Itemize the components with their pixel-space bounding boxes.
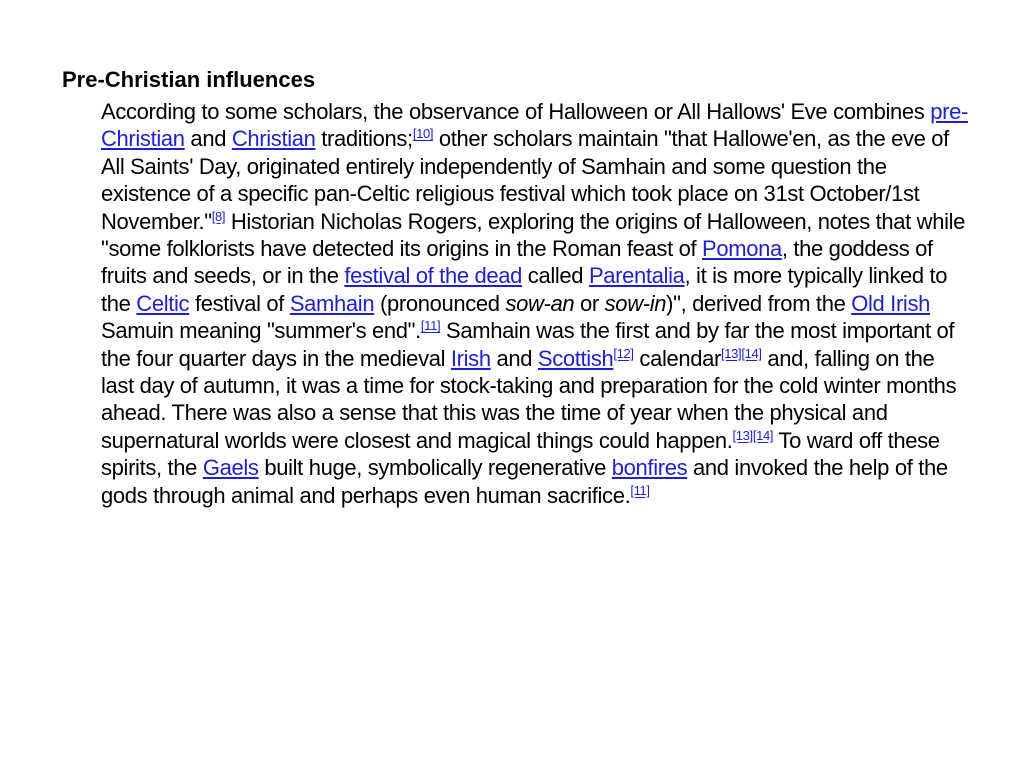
text-run: and, falling on the last day of autumn, it was a time for stock-taking and preparation for the cold winter months ahead. There was also a sense that this was the time of year when the physical and supernatural worlds were closest and magical things could happen. [101,345,957,453]
citation [733,428,774,443]
citation-link-14[interactable]: [14] [741,345,762,361]
text-run: other scholars maintain "that Hallowe'en, as the eve of All Saints' Day, originated entirely independently of Samhain and some question the existence of a specific pan-Celtic religious festival which took place on 31st October/1st November." [101,126,949,234]
citation-link-13[interactable]: [13] [732,427,753,443]
link-christian[interactable]: Christian [231,126,316,152]
text-run: , the goddess of fruits and seeds, or in the [101,236,933,289]
pronunciation: sow-an [505,290,575,316]
text-run: Samhain was the first and by far the most important of the four quarter days in the medieval [101,318,955,371]
citation-link-13[interactable]: [13] [721,345,742,361]
text-run: To ward off these spirits, the [101,427,940,481]
link-scottish[interactable]: Scottish [537,345,614,371]
link-samhain[interactable]: Samhain [289,290,375,316]
link-celtic[interactable]: Celtic [136,290,190,316]
text-run: )", derived from the [666,290,852,316]
citation [721,346,762,361]
text-run: According to some scholars, the observance of Halloween or All Hallows' Eve combines [101,99,931,124]
text-run: festival of [189,290,290,316]
citation [421,318,440,333]
citation [613,346,633,361]
citation-link-11[interactable]: [11] [630,482,650,498]
link-old-irish[interactable]: Old Irish [851,290,930,316]
link-parentalia[interactable]: Parentalia [588,263,685,289]
citation-link-11[interactable]: [11] [420,318,441,334]
citation-link-8[interactable]: [8] [211,208,226,224]
text-run: calendar [633,345,722,371]
text-run: and [184,126,232,152]
link-pre-christian[interactable]: pre-Christian [101,99,968,152]
text-run: built huge, symbolically regenerative [258,455,612,481]
citation-link-12[interactable]: [12] [613,345,634,361]
citation [630,483,649,498]
text-run: and invoked the help of the gods through animal and perhaps even human sacrifice. [101,455,948,508]
link-pomona[interactable]: Pomona [702,236,782,262]
text-run: (pronounced [374,290,506,316]
citation [413,126,433,141]
section-heading: Pre-Christian influences [62,67,316,92]
text-run: , it is more typically linked to the [101,263,948,316]
citation [212,209,225,224]
link-irish[interactable]: Irish [450,345,491,371]
text-run: Samuin meaning "summer's end". [101,318,421,344]
text-run: called [522,263,589,289]
text-run: and [490,345,538,371]
link-bonfires[interactable]: bonfires [611,455,688,481]
text-run: Historian Nicholas Rogers, exploring the origins of Halloween, notes that while "some folklorists have detected its origins in the Roman feast of [101,208,966,262]
link-festival-of-the-dead[interactable]: festival of the dead [344,263,523,289]
pronunciation: sow-in [604,290,667,316]
citation-link-14[interactable]: [14] [752,427,774,443]
text-run: or [574,290,605,316]
text-run: traditions; [315,126,413,152]
citation-link-10[interactable]: [10] [412,126,434,142]
link-gaels[interactable]: Gaels [202,455,259,481]
body-paragraph [101,98,969,509]
